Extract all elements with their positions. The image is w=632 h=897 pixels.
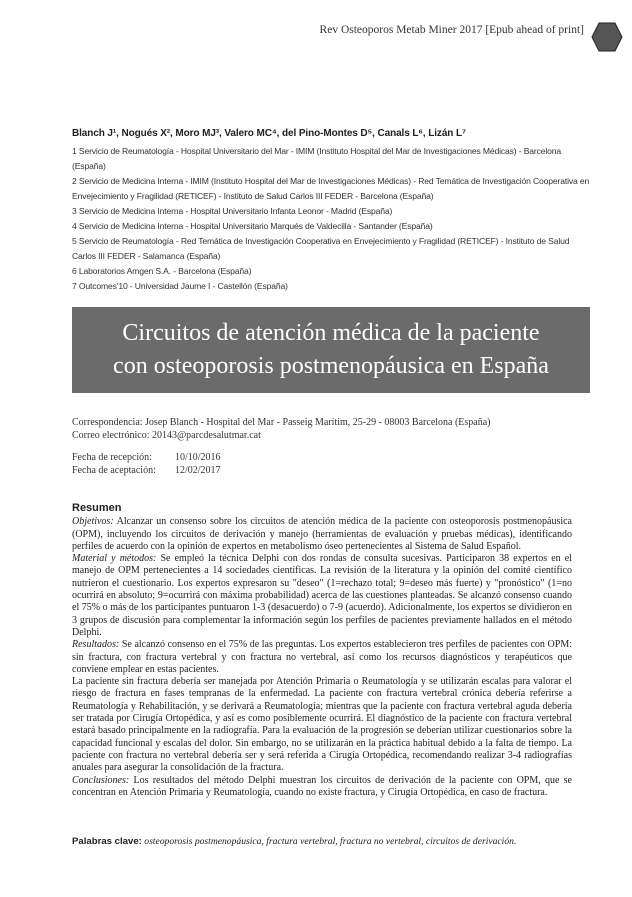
accepted-date: 12/02/2017 xyxy=(175,465,221,476)
affiliation-5: 5 Servicio de Reumatología - Red Temática de Investigación Cooperativa en Envejecimiento y Fragilidad (RETICEF) - Instituto de Salud Carlos III FEDER - Salamanca (España) xyxy=(72,236,570,261)
journal-header: Rev Osteoporos Metab Miner 2017 [Epub ahead of print] xyxy=(319,24,584,36)
methods-text: Se empleó la técnica Delphi con dos rondas de consulta sucesivas. Participaron 38 expertos en el manejo de OPM pertenecientes a 14 sociedades científicas. La revisión de la literatura y la opinión del comité científico nutrieron el cuestionario. Los expertos expresaron su "deseo" (1=rechazo total; 9=deseo más fuerte) y "pronóstico" (1=no ocurrirá en absoluto; 9=ocurrirá con máxima probabilidad) acerca de las cuestiones planteadas. Se alcanzó consenso cuando el 75% o más de los participantes puntuaron 1-3 (desacuerdo) o 7-9 (acuerdo). Adicionalmente, los expertos se dividieron en 3 grupos de discusión para complementar la información según los perfiles de pacientes previamente hallados en el método Delphi. xyxy=(72,553,573,638)
affiliation-6: 6 Laboratorios Amgen S.A. - Barcelona (España) xyxy=(72,266,252,276)
received-label: Fecha de recepción: xyxy=(72,452,152,463)
correspondence-email: Correo electrónico: 20143@parcdesalutmar.cat xyxy=(72,430,261,441)
objectives-text: Alcanzar un consenso sobre los circuitos de atención médica de la paciente con osteoporosis postmenopáusica (OPM), incluyendo los circuitos de derivación y manejo (herramientas de evaluación y pruebas médicas), identificando perfiles de acuerdo con la opinión de expertos en metabolismo óseo pertenecientes al Sistema de Salud Español. xyxy=(72,516,572,552)
keywords-label: Palabras clave: xyxy=(72,836,142,847)
author-block xyxy=(72,128,592,294)
keywords xyxy=(72,836,592,847)
title-line-2: con osteoporosis postmenopáusica en España xyxy=(113,353,549,379)
author-list: Blanch J¹, Nogués X², Moro MJ³, Valero MC⁴, del Pino-Montes D⁵, Canals L⁶, Lizán L⁷ xyxy=(72,128,467,139)
conclusions-text: Los resultados del método Delphi muestran los circuitos de derivación de la paciente con OPM, que se concentran en Atención Primaria y Reumatología, cuando no existe fractura, y Cirugía Ortopédica, en caso de fractura. xyxy=(72,774,572,798)
abstract xyxy=(72,502,572,799)
keywords-text: osteoporosis postmenopáusica, fractura vertebral, fractura no vertebral, circuitos de derivación. xyxy=(141,836,517,847)
abstract-results xyxy=(72,639,572,676)
hexagon-icon xyxy=(590,20,624,54)
title-line-1: Circuitos de atención médica de la paciente xyxy=(122,320,540,346)
affiliation-3: 3 Servicio de Medicina Interna - Hospital Universitario Infanta Leonor - Madrid (España) xyxy=(72,206,393,216)
dates-block xyxy=(72,451,221,477)
affiliation-4: 4 Servicio de Medicina Interna - Hospital Universitario Marqués de Valdecilla - Santander (España) xyxy=(72,221,433,231)
results-label: Resultados: xyxy=(72,639,120,651)
conclusions-label: Conclusiones: xyxy=(72,774,130,786)
objectives-label: Objetivos: xyxy=(72,516,114,528)
affiliation-1: 1 Servicio de Reumatología - Hospital Universitario del Mar - IMIM (Instituto Hospital del Mar de Investigaciones Médicas) - Barcelona (España) xyxy=(72,146,562,171)
correspondence-address: Correspondencia: Josep Blanch - Hospital del Mar - Passeig Marítim, 25-29 - 08003 Barcelona (España) xyxy=(72,417,491,428)
results-text: Se alcanzó consenso en el 75% de las preguntas. Los expertos establecieron tres perfiles de pacientes con OPM: sin fractura, con fractura vertebral y con fractura no vertebral, así como los recursos diagnósticos y terapéuticos que conviene emplear en estas pacientes. xyxy=(72,639,572,675)
article-title xyxy=(72,307,590,393)
abstract-results-2: La paciente sin fractura debería ser manejada por Atención Primaria o Reumatología y se utilizarán escalas para valorar el riesgo de fractura en fases tempranas de la enfermedad. La paciente con fractura vertebral crónica debería referirse a Reumatología y Rehabilitación, y se derivará a Reumatología; mientras que la paciente con fractura vertebral aguda debería ser tratada por Cirugía Ortopédica, y así es como posiblemente ocurrirá. El diagnóstico de la paciente con fractura vertebral estará basado principalmente en la radiografía. Para la evaluación de la progresión se deberían utilizar cuestionarios sobre la capacidad funcional y escalas del dolor. Sin embargo, no se utilizarán en la práctica habitual debido a la falta de tiempo. La paciente con fractura no vertebral debería ser y será referida a Cirugía Ortopédica, recomendando realizar 3-4 radiografías anuales para asegurar la consolidación de la fractura. xyxy=(72,676,572,774)
abstract-heading: Resumen xyxy=(72,502,122,514)
received-date: 10/10/2016 xyxy=(175,452,221,463)
abstract-conclusions xyxy=(72,775,572,800)
methods-label: Material y métodos: xyxy=(72,553,157,565)
affiliation-7: 7 Outcomes'10 - Universidad Jaume I - Castellón (España) xyxy=(72,281,288,291)
affiliation-2: 2 Servicio de Medicina Interna - IMIM (Instituto Hospital del Mar de Investigaciones Médicas) - Red Temática de Investigación Cooperativa en Envejecimiento y Fragilidad (RETICEF) - Instituto de Salud Carlos III FEDER - Barcelona (España) xyxy=(72,176,590,201)
abstract-objectives xyxy=(72,516,572,553)
abstract-methods xyxy=(72,553,572,639)
correspondence xyxy=(72,416,491,442)
accepted-label: Fecha de aceptación: xyxy=(72,465,156,476)
